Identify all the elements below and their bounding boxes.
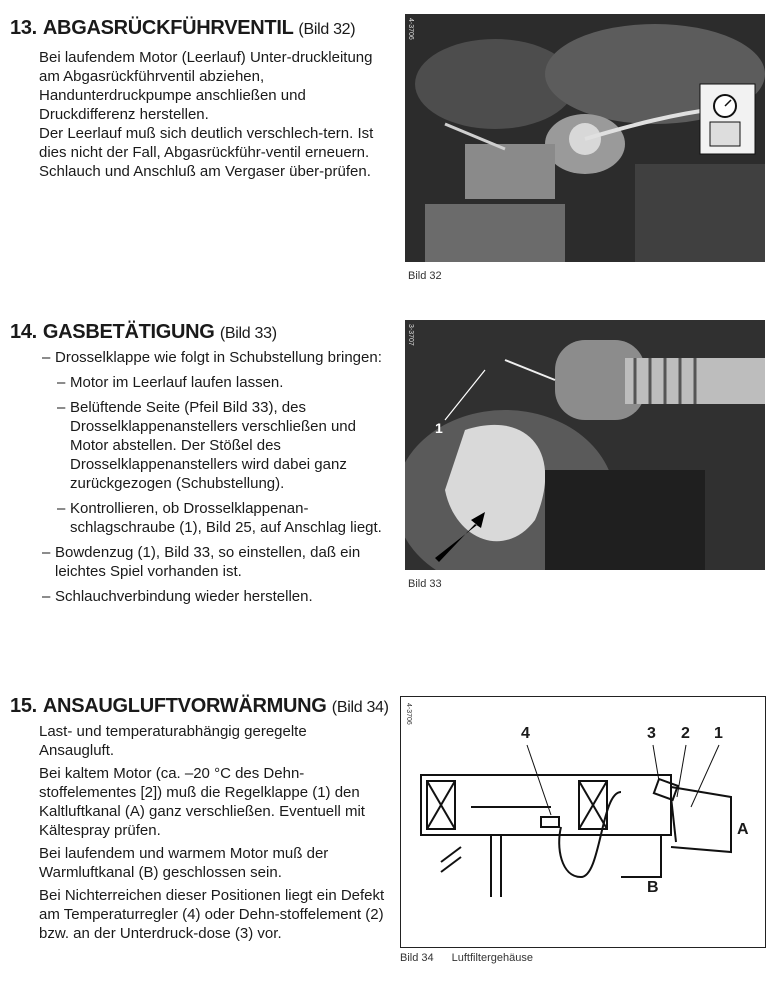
section-15-heading <box>10 694 389 720</box>
list-item: – Drosselklappe wie folgt in Schubstellung bringen: <box>42 349 382 366</box>
section-title: GASBETÄTIGUNG <box>42 321 215 343</box>
list-item: – Schlauchverbindung wieder herstellen. <box>42 588 313 605</box>
section-title: ANSAUGLUFTVORWÄRMUNG <box>42 695 327 717</box>
bowden-cable-label: 1 <box>435 420 443 436</box>
section-15 <box>10 694 389 943</box>
figure-34-number: Bild 34 <box>400 952 434 964</box>
throttle-photo-illustration <box>405 320 765 570</box>
engine-photo-illustration <box>405 14 765 262</box>
callout-3: 3 <box>647 725 656 742</box>
figure-32-photo <box>405 14 765 262</box>
section-13-heading <box>10 16 385 42</box>
section-number: 15. <box>10 695 37 717</box>
paragraph: Bei kaltem Motor (ca. –20 °C des Dehn-stoffelementes [2]) muß die Regelklappe (1) den Kaltluftkanal (A) ganz verschließen. Eventuell mit Kältespray prüfen. <box>39 765 365 839</box>
section-title: ABGASRÜCKFÜHRVENTIL <box>42 17 294 39</box>
paragraph: Last- und temperaturabhängig geregelte Ansaugluft. <box>39 723 307 759</box>
list-item: – Motor im Leerlauf laufen lassen. <box>57 374 284 391</box>
paragraph: Bei Nichterreichen dieser Positionen liegt ein Defekt am Temperaturregler (4) oder Dehn-stoffelement (2) bzw. an der Unterdruck-dose (3) vor. <box>39 887 385 942</box>
figure-corner-code: 4-3706 <box>405 703 412 725</box>
list-item: – Kontrollieren, ob Drosselklappenan-schlagschraube (1), Bild 25, auf Anschlag liegt. <box>57 500 382 536</box>
figure-34-diagram <box>400 696 766 948</box>
callout-4: 4 <box>521 725 530 742</box>
list-item: – Bowdenzug (1), Bild 33, so einstellen, daß ein leichtes Spiel vorhanden ist. <box>42 544 361 580</box>
figure-reference: (Bild 33) <box>219 325 277 342</box>
figure-reference: (Bild 32) <box>298 21 356 38</box>
figure-34-caption <box>400 952 551 964</box>
paragraph: Schlauch und Anschluß am Vergaser über-prüfen. <box>39 163 371 180</box>
figure-corner-code: 3-3707 <box>407 324 414 346</box>
figure-33-photo <box>405 320 765 570</box>
section-14 <box>10 320 385 606</box>
list-item: – Belüftende Seite (Pfeil Bild 33), des Drosselklappenanstellers verschließen und Motor abstellen. Der Stößel des Drosselklappenanstellers wird dabei ganz zurückgezogen (Schubstellung). <box>57 399 356 492</box>
section-13 <box>10 16 385 181</box>
paragraph: Bei laufendem und warmem Motor muß der Warmluftkanal (B) geschlossen sein. <box>39 845 329 881</box>
callout-A: A <box>737 821 749 838</box>
figure-reference: (Bild 34) <box>331 699 389 716</box>
callout-1: 1 <box>714 725 723 742</box>
air-filter-housing-diagram <box>401 697 765 947</box>
paragraph: Der Leerlauf muß sich deutlich verschlech-tern. Ist dies nicht der Fall, Abgasrückführ-ventil erneuern. <box>39 125 374 161</box>
figure-34-title: Luftfiltergehäuse <box>451 952 533 964</box>
figure-32-caption: Bild 32 <box>408 270 442 282</box>
figure-corner-code: 4-3706 <box>407 18 414 40</box>
callout-2: 2 <box>681 725 690 742</box>
section-number: 13. <box>10 17 37 39</box>
figure-33-caption: Bild 33 <box>408 578 442 590</box>
paragraph: Bei laufendem Motor (Leerlauf) Unter-druckleitung am Abgasrückführventil abziehen, Handunterdruckpumpe anschließen und Druckdifferenz herstellen. <box>39 49 373 123</box>
callout-B: B <box>647 879 659 896</box>
section-number: 14. <box>10 321 37 343</box>
section-14-heading <box>10 320 385 346</box>
